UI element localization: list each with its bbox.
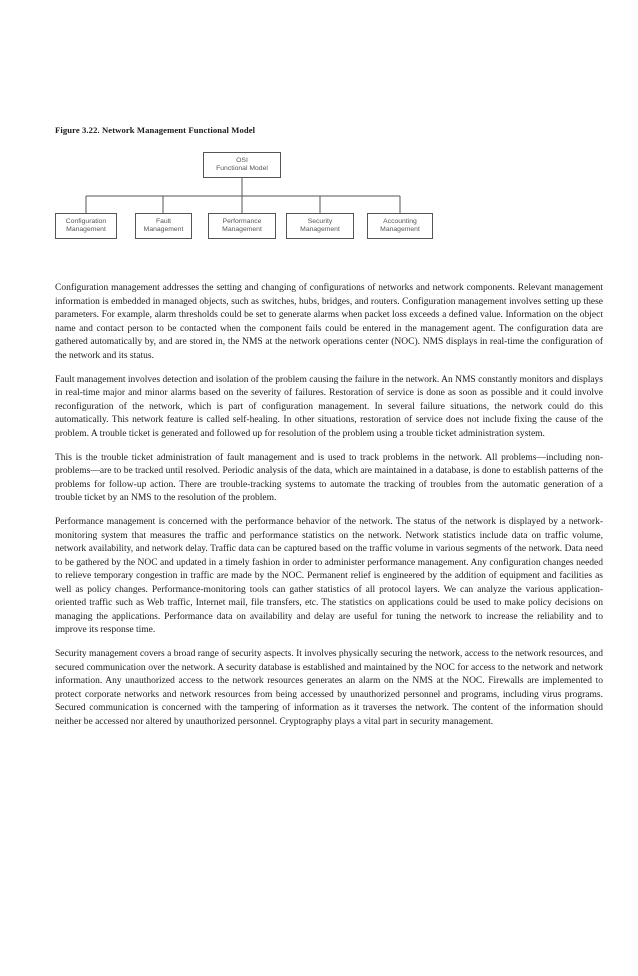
configuration-box-line1: Configuration bbox=[65, 217, 107, 225]
fault-box-line1: Fault bbox=[155, 217, 172, 225]
security-management-box bbox=[286, 213, 354, 239]
osi-functional-model-box bbox=[203, 152, 281, 178]
body-text bbox=[55, 282, 603, 740]
paragraph-performance-management: Performance management is concerned with the performance behavior of the network. The status of the network is displayed by a network-monitoring system that measures the traffic and performance statistics on the network. Network statistics include data on traffic volume, network availability, and network delay. Traffic data can be captured based on the traffic volume in various segments of the network. Data need to be gathered by the NOC and updated in a timely fashion in order to administer performance management. Any configuration changes needed to relieve temporary congestion in traffic are made by the NOC. Permanent relief is engineered by the addition of equipment and facilities as well as policy changes. Performance-monitoring tools can gather statistics of all protocol layers. We can analyze the various application-oriented traffic such as Web traffic, Internet mail, file transfers, etc. The statistics on applications could be used to make policy decisions on managing the applications. Performance data on availability and delay are useful for tuning the network to increase the reliability and to improve its response time. bbox=[55, 517, 603, 635]
figure-caption: Figure 3.22. Network Management Functional Model bbox=[55, 125, 256, 135]
performance-box-line2: Management bbox=[222, 226, 262, 233]
fault-box-line2: Management bbox=[143, 226, 184, 233]
paragraph-configuration-management: Configuration management addresses the setting and changing of configurations of networks and network components. Relevant management information is embedded in managed objects, such as switches, hubs, bridges, and routers. Configuration management involves setting up these parameters. For example, alarm thresholds could be set to generate alarms when packet loss exceeds a defined value. Information on the object name and contact person to be contacted when the component fails could be entered in the management agent. The configuration data are gathered automatically by, and are stored in, the NMS at the network operations center (NOC). NMS displays in real-time the configuration of the network and its status. bbox=[55, 283, 603, 361]
fault-management-box bbox=[135, 213, 192, 239]
configuration-box-line2: Management bbox=[66, 226, 106, 233]
osi-box-line2: Functional Model bbox=[216, 165, 268, 172]
security-box-line2: Management bbox=[300, 226, 340, 233]
paragraph-security-management: Security management covers a broad range of security aspects. It involves physically securing the network, access to the network resources, and secured communication over the network. A security database is established and maintained by the NOC for access to the network and network information. Any unauthorized access to the network resources generates an alarm on the NMS at the NOC. Firewalls are implemented to protect corporate networks and network resources from being accessed by unauthorized personnel and programs, including virus programs. Secured communication is concerned with the tampering of information as it traverses the network. The content of the information should neither be accessed nor altered by unauthorized personnel. Cryptography plays a vital part in security management. bbox=[55, 649, 603, 727]
osi-box-line1: OSI bbox=[236, 156, 248, 164]
security-box-line1: Security bbox=[307, 217, 333, 225]
configuration-management-box bbox=[55, 213, 117, 239]
accounting-box-line1: Accounting bbox=[383, 217, 417, 225]
performance-management-box bbox=[208, 213, 276, 239]
accounting-management-box bbox=[367, 213, 433, 239]
accounting-box-line2: Management bbox=[380, 226, 420, 233]
paragraph-trouble-ticket: This is the trouble ticket administration of fault management and is used to track problems in the network. All problems—including non-problems—are to be tracked until resolved. Periodic analysis of the data, which are maintained in a database, is done to establish patterns of the problems for follow-up action. There are trouble-tracking systems to automate the tracking of troubles from the automatic generation of a trouble ticket by an NMS to the resolution of the problem. bbox=[55, 452, 603, 503]
paragraph-fault-management: Fault management involves detection and isolation of the problem causing the failure in the network. An NMS constantly monitors and displays in real-time major and minor alarms based on the severity of failures. Restoration of service is done as soon as possible and it could involve reconfiguration of the network, which is part of configuration management. In several failure situations, the network could do this automatically. This network feature is called self-healing. In other situations, restoration of service does not include fixing the cause of the problem. A trouble ticket is generated and followed up for resolution of the problem using a trouble ticket administration system. bbox=[55, 374, 603, 439]
performance-box-line1: Performance bbox=[222, 217, 262, 225]
